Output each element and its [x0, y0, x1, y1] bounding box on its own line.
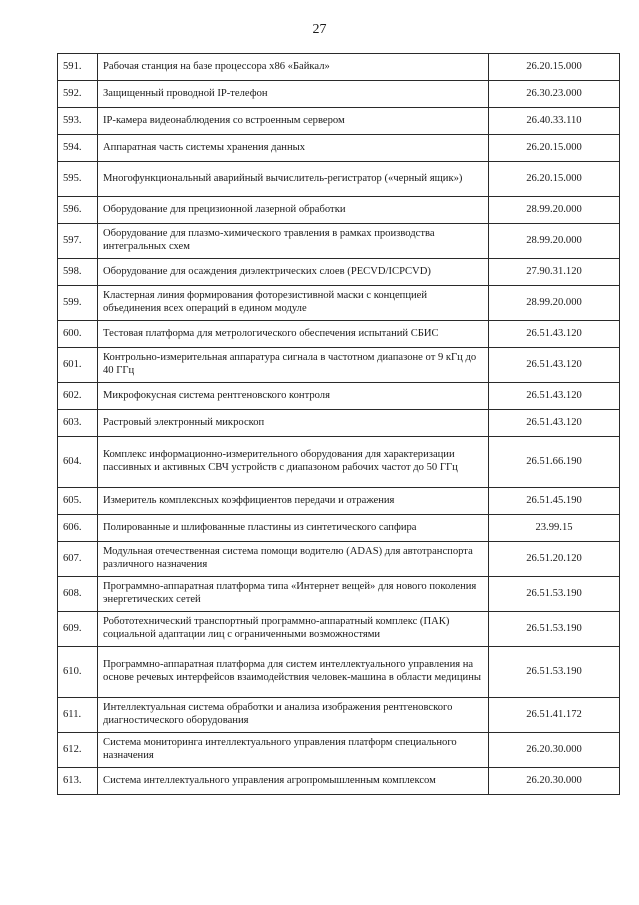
row-code: 26.51.53.190	[489, 647, 620, 698]
row-number: 596.	[58, 197, 98, 224]
row-number: 591.	[58, 54, 98, 81]
row-code: 28.99.20.000	[489, 197, 620, 224]
row-description: Оборудование для осаждения диэлектрических слоев (PECVD/ICPCVD)	[98, 259, 489, 286]
row-code: 26.51.43.120	[489, 410, 620, 437]
row-description: Многофункциональный аварийный вычислитель-регистратор («черный ящик»)	[98, 162, 489, 197]
row-code: 26.30.23.000	[489, 81, 620, 108]
table-row	[58, 321, 620, 348]
row-code: 28.99.20.000	[489, 224, 620, 259]
table-row	[58, 259, 620, 286]
row-description: Программно-аппаратная платформа типа «Интернет вещей» для нового поколения энергетических сетей	[98, 577, 489, 612]
row-description: Программно-аппаратная платформа для систем интеллектуального управления на основе речевых интерфейсов взаимодействия человек-машина в области медицины	[98, 647, 489, 698]
table-row	[58, 162, 620, 197]
row-number: 611.	[58, 698, 98, 733]
table-row	[58, 733, 620, 768]
row-number: 592.	[58, 81, 98, 108]
table-row	[58, 542, 620, 577]
table-row	[58, 224, 620, 259]
row-code: 28.99.20.000	[489, 286, 620, 321]
row-code: 23.99.15	[489, 515, 620, 542]
row-description: IP-камера видеонаблюдения со встроенным сервером	[98, 108, 489, 135]
row-number: 608.	[58, 577, 98, 612]
row-description: Оборудование для плазмо-химического травления в рамках производства интегральных схем	[98, 224, 489, 259]
row-number: 601.	[58, 348, 98, 383]
row-number: 595.	[58, 162, 98, 197]
row-description: Растровый электронный микроскоп	[98, 410, 489, 437]
row-code: 27.90.31.120	[489, 259, 620, 286]
row-code: 26.20.15.000	[489, 162, 620, 197]
row-number: 600.	[58, 321, 98, 348]
row-description: Комплекс информационно-измерительного оборудования для характеризации пассивных и активных СВЧ устройств с диапазоном рабочих частот до 50 ГГц	[98, 437, 489, 488]
table-row	[58, 612, 620, 647]
table-row	[58, 577, 620, 612]
row-number: 613.	[58, 768, 98, 795]
table-row	[58, 410, 620, 437]
row-number: 597.	[58, 224, 98, 259]
row-description: Измеритель комплексных коэффициентов передачи и отражения	[98, 488, 489, 515]
row-description: Система мониторинга интеллектуального управления платформ специального назначения	[98, 733, 489, 768]
row-description: Робототехнический транспортный программно-аппаратный комплекс (ПАК) социальной адаптации лиц с ограниченными возможностями	[98, 612, 489, 647]
row-description: Контрольно-измерительная аппаратура сигнала в частотном диапазоне от 9 кГц до 40 ГГц	[98, 348, 489, 383]
row-description: Тестовая платформа для метрологического обеспечения испытаний СБИС	[98, 321, 489, 348]
table-row	[58, 383, 620, 410]
row-description: Защищенный проводной IP-телефон	[98, 81, 489, 108]
row-code: 26.51.53.190	[489, 577, 620, 612]
row-description: Рабочая станция на базе процессора x86 «Байкал»	[98, 54, 489, 81]
table-row	[58, 437, 620, 488]
document-table	[57, 53, 620, 795]
row-description: Оборудование для прецизионной лазерной обработки	[98, 197, 489, 224]
row-code: 26.51.45.190	[489, 488, 620, 515]
row-number: 607.	[58, 542, 98, 577]
row-number: 603.	[58, 410, 98, 437]
table-row	[58, 348, 620, 383]
table-row	[58, 515, 620, 542]
row-description: Система интеллектуального управления агропромышленным комплексом	[98, 768, 489, 795]
table-row	[58, 488, 620, 515]
row-description: Аппаратная часть системы хранения данных	[98, 135, 489, 162]
row-number: 604.	[58, 437, 98, 488]
row-code: 26.51.53.190	[489, 612, 620, 647]
row-description: Модульная отечественная система помощи водителю (ADAS) для автотранспорта различного назначения	[98, 542, 489, 577]
table-row	[58, 647, 620, 698]
row-number: 602.	[58, 383, 98, 410]
row-code: 26.20.15.000	[489, 135, 620, 162]
row-number: 609.	[58, 612, 98, 647]
table-row	[58, 54, 620, 81]
table-row	[58, 768, 620, 795]
row-number: 594.	[58, 135, 98, 162]
row-number: 593.	[58, 108, 98, 135]
row-description: Кластерная линия формирования фоторезистивной маски с концепцией объединения всех операций в едином модуле	[98, 286, 489, 321]
table-row	[58, 286, 620, 321]
page-number: 27	[312, 22, 327, 37]
row-number: 605.	[58, 488, 98, 515]
row-code: 26.51.43.120	[489, 321, 620, 348]
row-code: 26.20.30.000	[489, 733, 620, 768]
row-code: 26.20.30.000	[489, 768, 620, 795]
row-code: 26.51.66.190	[489, 437, 620, 488]
row-number: 606.	[58, 515, 98, 542]
row-code: 26.51.43.120	[489, 348, 620, 383]
row-code: 26.51.43.120	[489, 383, 620, 410]
row-number: 598.	[58, 259, 98, 286]
row-number: 599.	[58, 286, 98, 321]
row-description: Микрофокусная система рентгеновского контроля	[98, 383, 489, 410]
table-row	[58, 108, 620, 135]
row-number: 610.	[58, 647, 98, 698]
row-number: 612.	[58, 733, 98, 768]
row-description: Интеллектуальная система обработки и анализа изображения рентгеновского диагностического оборудования	[98, 698, 489, 733]
table-row	[58, 698, 620, 733]
table-row	[58, 135, 620, 162]
row-code: 26.51.41.172	[489, 698, 620, 733]
row-code: 26.20.15.000	[489, 54, 620, 81]
table-row	[58, 197, 620, 224]
row-description: Полированные и шлифованные пластины из синтетического сапфира	[98, 515, 489, 542]
row-code: 26.40.33.110	[489, 108, 620, 135]
table-row	[58, 81, 620, 108]
row-code: 26.51.20.120	[489, 542, 620, 577]
